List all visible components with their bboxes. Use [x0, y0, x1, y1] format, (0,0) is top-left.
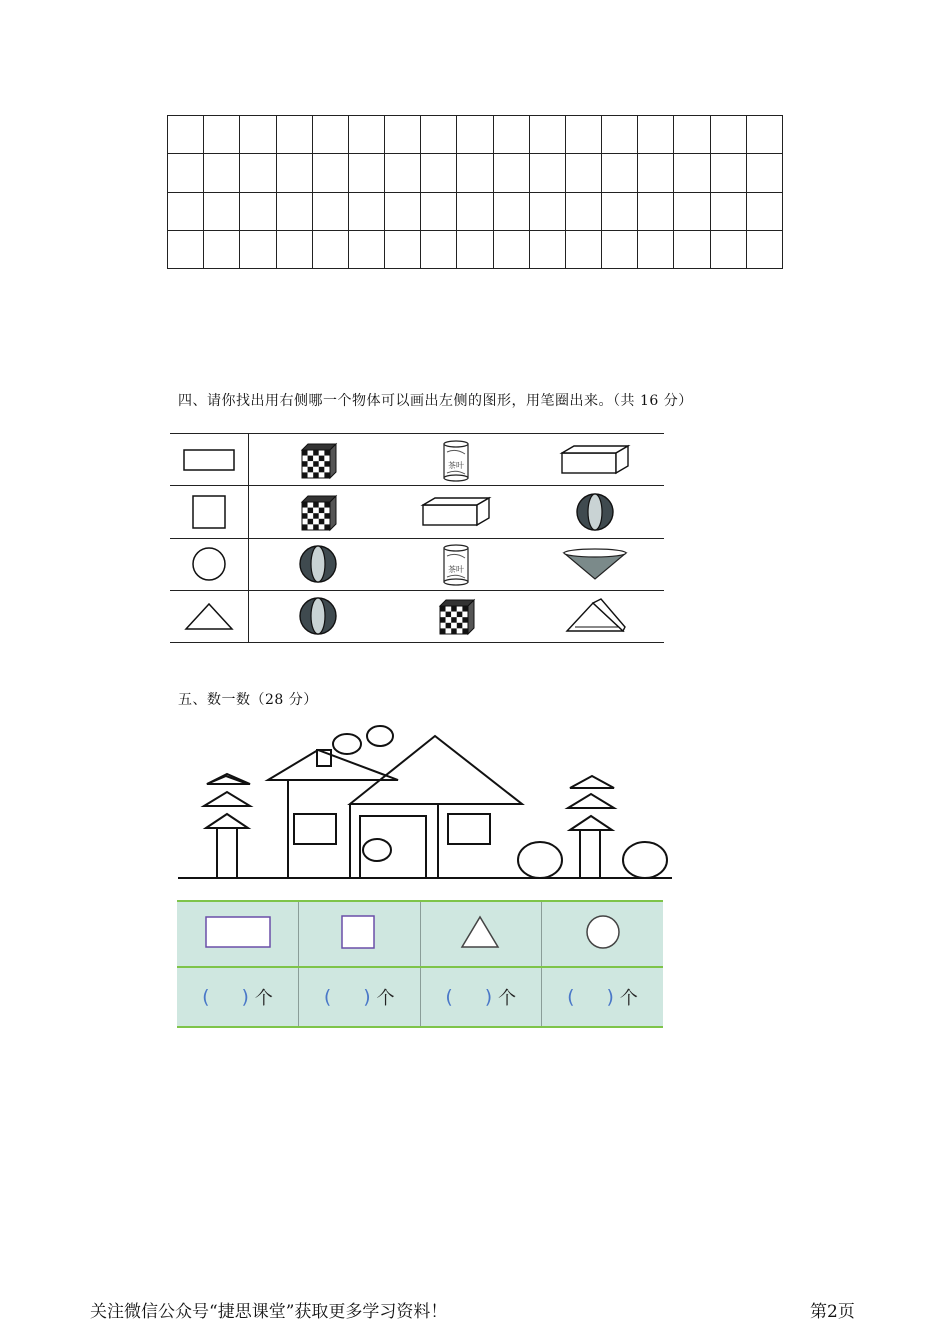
grid-cell[interactable] [746, 192, 782, 230]
grid-cell[interactable] [240, 230, 276, 268]
count-answer-circle[interactable]: ( ) 个 [542, 967, 664, 1027]
rectangle-icon [203, 914, 273, 950]
grid-cell[interactable] [602, 192, 638, 230]
table-row [170, 590, 664, 642]
grid-cell[interactable] [457, 230, 493, 268]
grid-cell[interactable] [638, 154, 674, 192]
option-triangular-prism[interactable] [526, 590, 665, 642]
grid-cell[interactable] [638, 116, 674, 154]
grid-cell[interactable] [312, 116, 348, 154]
cone-icon [562, 547, 628, 581]
cuboid-icon [420, 495, 492, 529]
grid-cell[interactable] [348, 192, 384, 230]
section4-heading: 四、请你找出用右侧哪一个物体可以画出左侧的图形，用笔圈出来。（共 16 分） [178, 393, 693, 409]
grid-row [168, 116, 783, 154]
count-shape-rectangle [177, 901, 299, 967]
grid-cell[interactable] [385, 230, 421, 268]
grid-cell[interactable] [240, 116, 276, 154]
grid-cell[interactable] [276, 154, 312, 192]
ball-icon [297, 595, 339, 637]
count-shape-triangle [420, 901, 542, 967]
count-table [177, 900, 663, 1028]
grid-cell[interactable] [493, 154, 529, 192]
grid-cell[interactable] [276, 192, 312, 230]
grid-cell[interactable] [385, 154, 421, 192]
table-row [170, 538, 664, 590]
option-cuboid[interactable] [387, 486, 526, 538]
square-icon [339, 913, 379, 951]
grid-cell[interactable] [674, 116, 710, 154]
option-checkered-cube[interactable] [387, 590, 526, 642]
grid-cell[interactable] [348, 116, 384, 154]
grid-cell[interactable] [602, 116, 638, 154]
svg-text:茶叶: 茶叶 [448, 460, 465, 470]
checkered-cube-icon [436, 596, 476, 636]
grid-cell[interactable] [602, 230, 638, 268]
grid-cell[interactable] [385, 192, 421, 230]
grid-cell[interactable] [710, 116, 746, 154]
grid-cell[interactable] [493, 230, 529, 268]
svg-text:茶叶: 茶叶 [448, 565, 465, 575]
house-picture [170, 718, 680, 888]
grid-cell[interactable] [348, 230, 384, 268]
table-row [170, 434, 664, 486]
grid-cell[interactable] [493, 116, 529, 154]
grid-cell[interactable] [385, 116, 421, 154]
grid-cell[interactable] [168, 230, 204, 268]
footer-promo: 关注微信公众号“捷思课堂”获取更多学习资料！ [90, 1302, 448, 1322]
grid-cell[interactable] [204, 230, 240, 268]
option-checkered-cube[interactable] [249, 486, 388, 538]
count-answer-rectangle[interactable]: ( ) 个 [177, 967, 299, 1027]
grid-cell[interactable] [565, 230, 601, 268]
grid-cell[interactable] [421, 116, 457, 154]
ball-icon [574, 491, 616, 533]
grid-cell[interactable] [746, 154, 782, 192]
grid-cell[interactable] [457, 116, 493, 154]
grid-cell[interactable] [529, 154, 565, 192]
grid-cell[interactable] [312, 154, 348, 192]
option-tea-can[interactable] [387, 538, 526, 590]
grid-cell[interactable] [276, 230, 312, 268]
grid-cell[interactable] [710, 192, 746, 230]
grid-cell[interactable] [602, 154, 638, 192]
option-tea-can[interactable] [387, 434, 526, 486]
grid-cell[interactable] [674, 154, 710, 192]
grid-cell[interactable] [240, 154, 276, 192]
grid-row [168, 230, 783, 268]
grid-cell[interactable] [421, 154, 457, 192]
option-cone[interactable] [526, 538, 665, 590]
table-row [170, 486, 664, 538]
option-ball[interactable] [526, 486, 665, 538]
shape-matching-table [170, 433, 664, 643]
grid-cell[interactable] [565, 116, 601, 154]
grid-row [168, 192, 783, 230]
grid-cell[interactable] [204, 154, 240, 192]
count-answer-triangle[interactable]: ( ) 个 [420, 967, 542, 1027]
grid-cell[interactable] [674, 230, 710, 268]
target-square [170, 486, 249, 538]
writing-grid [167, 115, 783, 269]
option-ball[interactable] [249, 538, 388, 590]
grid-cell[interactable] [529, 192, 565, 230]
grid-cell[interactable] [457, 192, 493, 230]
grid-cell[interactable] [312, 192, 348, 230]
option-cuboid[interactable] [526, 434, 665, 486]
count-answer-square[interactable]: ( ) 个 [299, 967, 421, 1027]
grid-cell[interactable] [746, 230, 782, 268]
grid-cell[interactable] [421, 192, 457, 230]
grid-cell[interactable] [348, 154, 384, 192]
section5-heading: 五、数一数（28 分） [178, 692, 318, 708]
grid-cell[interactable] [457, 154, 493, 192]
page-number: 第2页 [810, 1302, 855, 1322]
grid-cell[interactable] [674, 192, 710, 230]
grid-cell[interactable] [240, 192, 276, 230]
grid-cell[interactable] [746, 116, 782, 154]
grid-cell[interactable] [710, 154, 746, 192]
target-triangle [170, 590, 249, 642]
grid-cell[interactable] [529, 116, 565, 154]
circle-icon [583, 912, 623, 952]
triangular-prism-icon [563, 597, 627, 635]
grid-cell[interactable] [204, 192, 240, 230]
option-ball[interactable] [249, 590, 388, 642]
option-checkered-cube[interactable] [249, 434, 388, 486]
ball-icon [297, 543, 339, 585]
count-shape-circle [542, 901, 664, 967]
tea-can-icon [438, 542, 474, 586]
triangle-icon [459, 913, 503, 951]
tea-can-icon [438, 438, 474, 482]
grid-cell[interactable] [529, 230, 565, 268]
grid-cell[interactable] [276, 116, 312, 154]
grid-cell[interactable] [168, 154, 204, 192]
grid-cell[interactable] [421, 230, 457, 268]
grid-cell[interactable] [168, 116, 204, 154]
grid-cell[interactable] [565, 192, 601, 230]
grid-cell[interactable] [638, 230, 674, 268]
cuboid-icon [559, 443, 631, 477]
grid-cell[interactable] [493, 192, 529, 230]
target-circle [170, 538, 249, 590]
count-shape-square [299, 901, 421, 967]
grid-row [168, 154, 783, 192]
grid-cell[interactable] [168, 192, 204, 230]
grid-cell[interactable] [204, 116, 240, 154]
checkered-cube-icon [298, 440, 338, 480]
grid-cell[interactable] [565, 154, 601, 192]
target-rectangle [170, 434, 249, 486]
grid-cell[interactable] [312, 230, 348, 268]
checkered-cube-icon [298, 492, 338, 532]
grid-cell[interactable] [710, 230, 746, 268]
grid-cell[interactable] [638, 192, 674, 230]
